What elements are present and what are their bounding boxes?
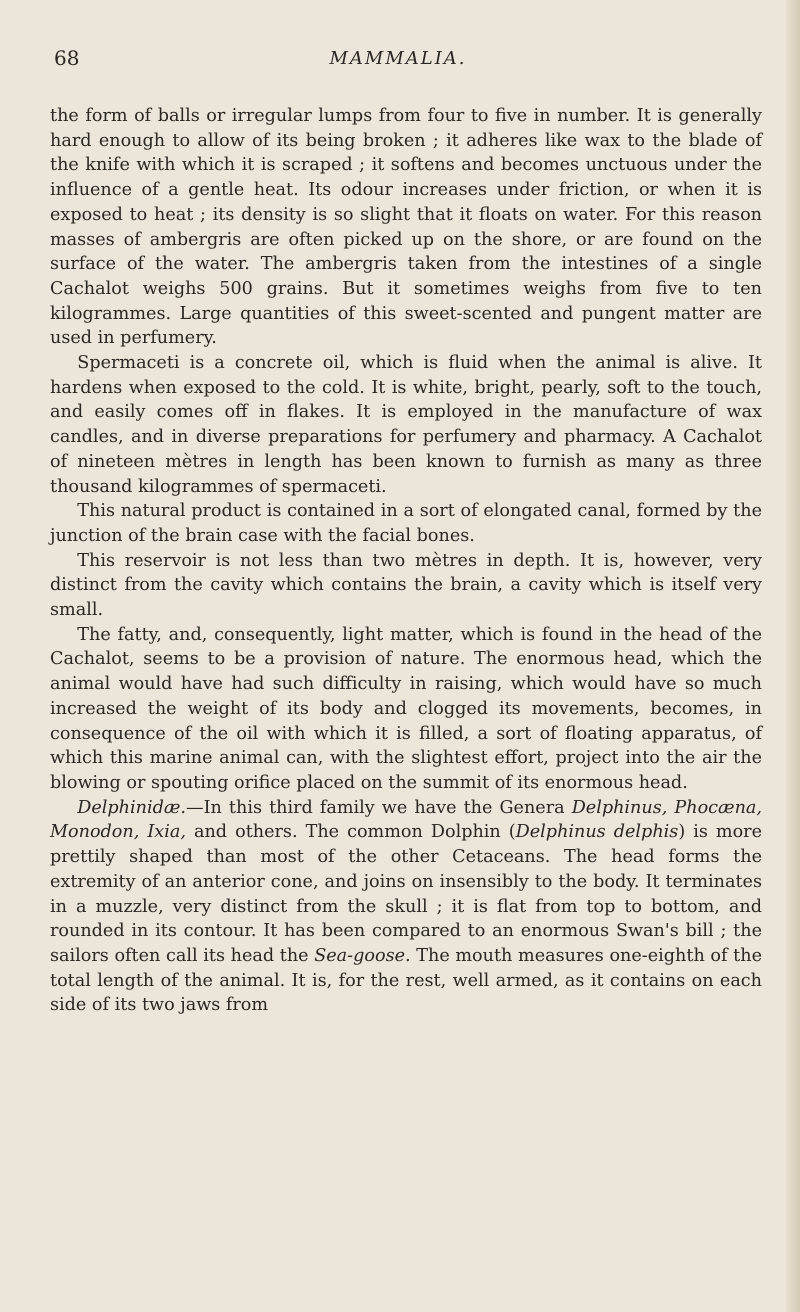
family-heading: Delphinidæ. <box>77 797 186 818</box>
text-segment: —In this third family we have the Genera <box>185 797 572 818</box>
body-text <box>50 104 762 1018</box>
running-head: MAMMALIA. <box>329 48 467 69</box>
genus-name: Delphinus, <box>571 797 668 818</box>
paragraph-reservoir: This reservoir is not less than two mètres in depth. It is, however, very distinct from the cavity which contains the brain, a cavity which is itself very small. <box>50 550 762 621</box>
text-segment: The mouth measures one-eighth of the total length of the animal. It is, for the rest, well armed, as it contains on each side of its two jaws from <box>50 945 762 1016</box>
genus-name: Monodon, <box>50 822 140 843</box>
text-segment: ) is more prettily shaped than most of the other Cetaceans. The head forms the extremity of an anterior cone, and joins on insensibly to the body. It terminates in a muzzle, very distinct from the skull ; it is flat from top to bottom, and rounded in its contour. It has been compared to an enormous Swan's bill ; the sailors often call its head the <box>50 822 763 966</box>
species-name: Delphinus delphis <box>515 822 679 843</box>
paragraph-spermaceti: Spermaceti is a concrete oil, which is fluid when the animal is alive. It hardens when exposed to the cold. It is white, bright, pearly, soft to the touch, and easily comes off in flakes. It is employed in the manufacture of wax candles, and in diverse preparations for perfumery and pharmacy. A Cachalot of nineteen mètres in length has been known to furnish as many as three thousand kilogrammes of spermaceti. <box>50 353 762 497</box>
paragraph-ambergris: the form of balls or irregular lumps from four to five in number. It is generally hard enough to allow of its being broken ; it adheres like wax to the blade of the knife with which it is scraped ; it softens and becomes unctuous under the influence of a gentle heat. Its odour increases under friction, or when it is exposed to heat ; its density is so slight that it floats on water. For this reason masses of ambergris are often picked up on the shore, or are found on the surface of the water. The ambergris taken from the intestines of a single Cachalot weighs 500 grains. But it sometimes weighs from five to ten kilogrammes. Large quantities of this sweet-scented and pungent matter are used in perfumery. <box>50 106 762 349</box>
page-edge-shadow <box>786 0 800 1312</box>
genus-name: Ixia, <box>147 822 186 843</box>
paragraph-delphinidae <box>50 796 762 1018</box>
text-segment: and others. The common Dolphin ( <box>185 822 516 843</box>
page-number: 68 <box>54 46 80 70</box>
paragraph-fatty-matter: The fatty, and, consequently, light matter, which is found in the head of the Cachalot, seems to be a provision of nature. The enormous head, which the animal would have had such difficulty in raising, which would have so much increased the weight of its body and clogged its movements, becomes, in consequence of the oil with which it is filled, a sort of floating apparatus, of which this marine animal can, with the slightest effort, project into the air the blowing or spouting orifice placed on the summit of its enormous head. <box>50 624 762 793</box>
paragraph-canal: This natural product is contained in a sort of elongated canal, formed by the junction of the brain case with the facial bones. <box>50 501 762 546</box>
page-header <box>50 46 776 80</box>
common-name: Sea-goose. <box>314 945 411 966</box>
genus-name: Phocæna, <box>674 797 762 818</box>
